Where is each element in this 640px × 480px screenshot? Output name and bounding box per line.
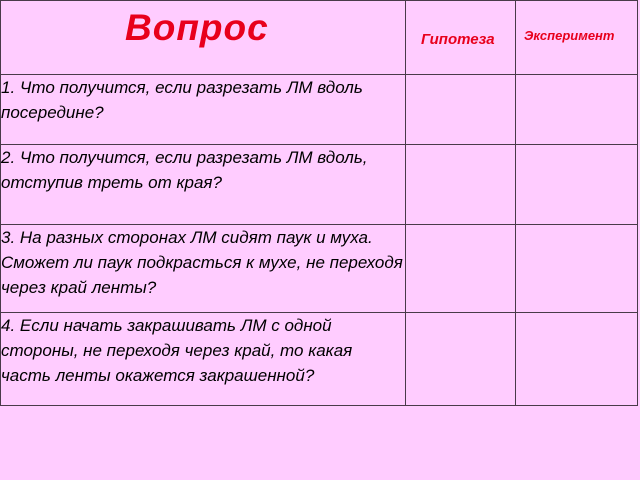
question-text: 4. Если начать закрашивать ЛМ с одной стороны, не переходя через край, то какая часть ленты окажется закрашенной?	[1, 313, 406, 406]
question-text: 1. Что получится, если разрезать ЛМ вдоль посередине?	[1, 75, 406, 145]
table-row	[1, 313, 638, 406]
experiment-cell[interactable]	[516, 225, 638, 313]
experiment-cell[interactable]	[516, 313, 638, 406]
hypothesis-cell[interactable]	[406, 313, 516, 406]
question-text: 2. Что получится, если разрезать ЛМ вдоль, отступив треть от края?	[1, 145, 406, 225]
hypothesis-header: Гипотеза	[421, 31, 495, 48]
table-row	[1, 145, 638, 225]
table-row	[1, 225, 638, 313]
question-text: 3. На разных сторонах ЛМ сидят паук и муха. Сможет ли паук подкрасться к мухе, не переходя через край ленты?	[1, 225, 406, 313]
hypothesis-cell[interactable]	[406, 75, 516, 145]
header-cell-hypothesis	[406, 1, 516, 75]
header-cell-experiment	[516, 1, 638, 75]
experiment-cell[interactable]	[516, 145, 638, 225]
table-row	[1, 75, 638, 145]
experiment-header: Эксперимент	[524, 28, 615, 43]
question-header: Вопрос	[125, 7, 269, 48]
header-row	[1, 1, 638, 75]
header-cell-question	[1, 1, 406, 75]
experiment-cell[interactable]	[516, 75, 638, 145]
hypothesis-cell[interactable]	[406, 225, 516, 313]
hypothesis-cell[interactable]	[406, 145, 516, 225]
